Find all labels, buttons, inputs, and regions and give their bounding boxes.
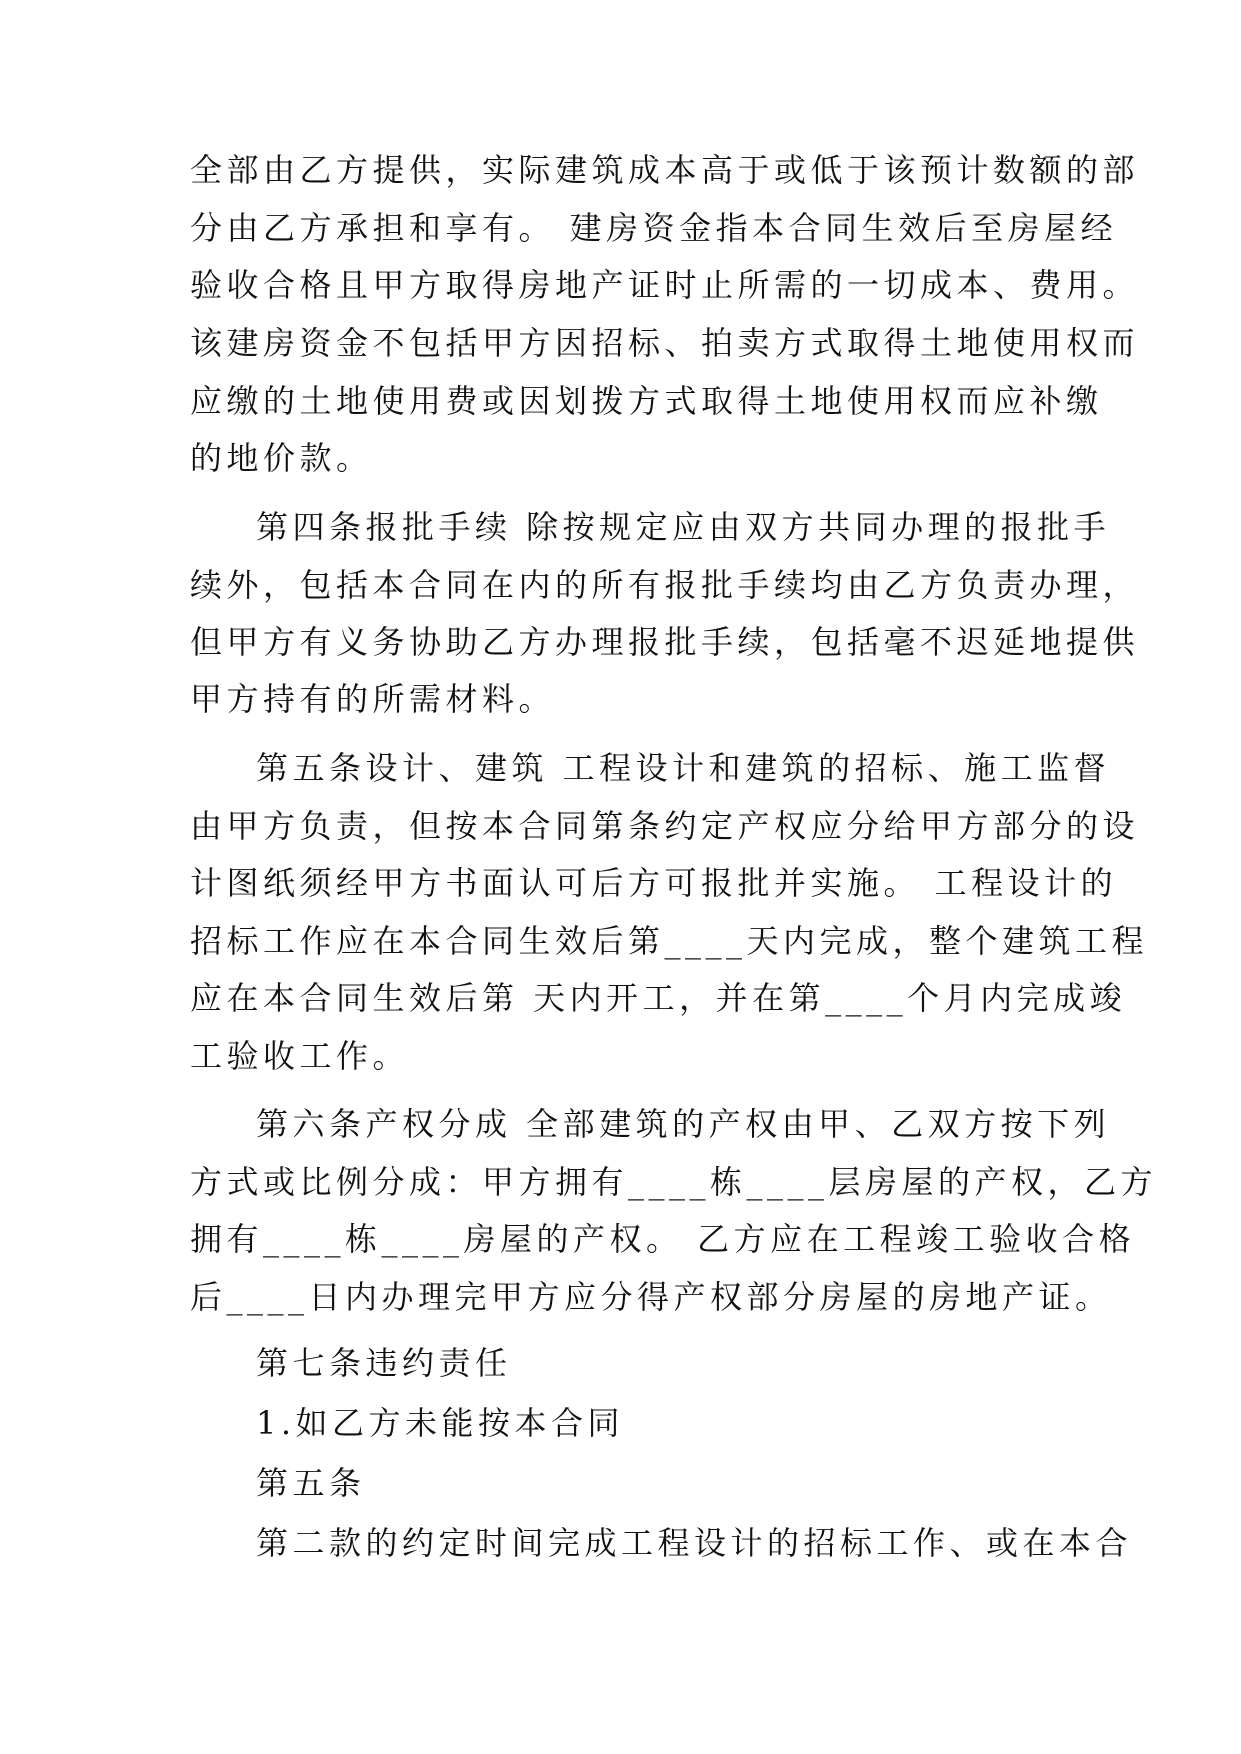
text-line: 续外，包括本合同在内的所有报批手续均由乙方负责办理，: [190, 566, 1140, 604]
text-line: 由甲方负责，但按本合同第条约定产权应分给甲方部分的设: [190, 807, 1140, 845]
text-line: 计图纸须经甲方书面认可后方可报批并实施。 工程设计的: [190, 864, 1118, 902]
article-heading-line: 第四条报批手续 除按规定应由双方共同办理的报批手: [256, 508, 1111, 546]
text-line: 的地价款。: [190, 439, 373, 477]
text-line: 拥有____栋____房屋的产权。 乙方应在工程竣工验收合格: [190, 1220, 1136, 1258]
text-line: 应在本合同生效后第 天内开工，并在第____个月内完成竣: [190, 979, 1127, 1017]
clause-line: 第二款的约定时间完成工程设计的招标工作、或在本合: [256, 1524, 1133, 1562]
text-line: 应缴的土地使用费或因划拨方式取得土地使用权而应补缴: [190, 382, 1103, 420]
text-line: 该建房资金不包括甲方因招标、拍卖方式取得土地使用权而: [190, 324, 1140, 362]
article-heading-line: 第七条违约责任: [256, 1344, 512, 1382]
article-heading-line: 第六条产权分成 全部建筑的产权由甲、乙双方按下列: [256, 1105, 1111, 1143]
text-line: 验收合格且甲方取得房地产证时止所需的一切成本、费用。: [190, 266, 1140, 304]
text-line: 方式或比例分成：甲方拥有____栋____层房屋的产权，乙方: [190, 1163, 1158, 1201]
text-line: 但甲方有义务协助乙方办理报批手续，包括毫不迟延地提供: [190, 623, 1140, 661]
text-line: 分由乙方承担和享有。 建房资金指本合同生效后至房屋经: [190, 209, 1118, 247]
text-line: 全部由乙方提供，实际建筑成本高于或低于该预计数额的部: [190, 151, 1140, 189]
text-line: 甲方持有的所需材料。: [190, 680, 556, 718]
clause-line: 第五条: [256, 1464, 366, 1502]
text-line: 后____日内办理完甲方应分得产权部分房屋的房地产证。: [190, 1278, 1112, 1316]
article-heading-line: 第五条设计、建筑 工程设计和建筑的招标、施工监督: [256, 749, 1111, 787]
text-line: 招标工作应在本合同生效后第____天内完成，整个建筑工程: [190, 922, 1149, 960]
text-line: 工验收工作。: [190, 1037, 410, 1075]
clause-line: 1.如乙方未能按本合同: [256, 1404, 625, 1442]
